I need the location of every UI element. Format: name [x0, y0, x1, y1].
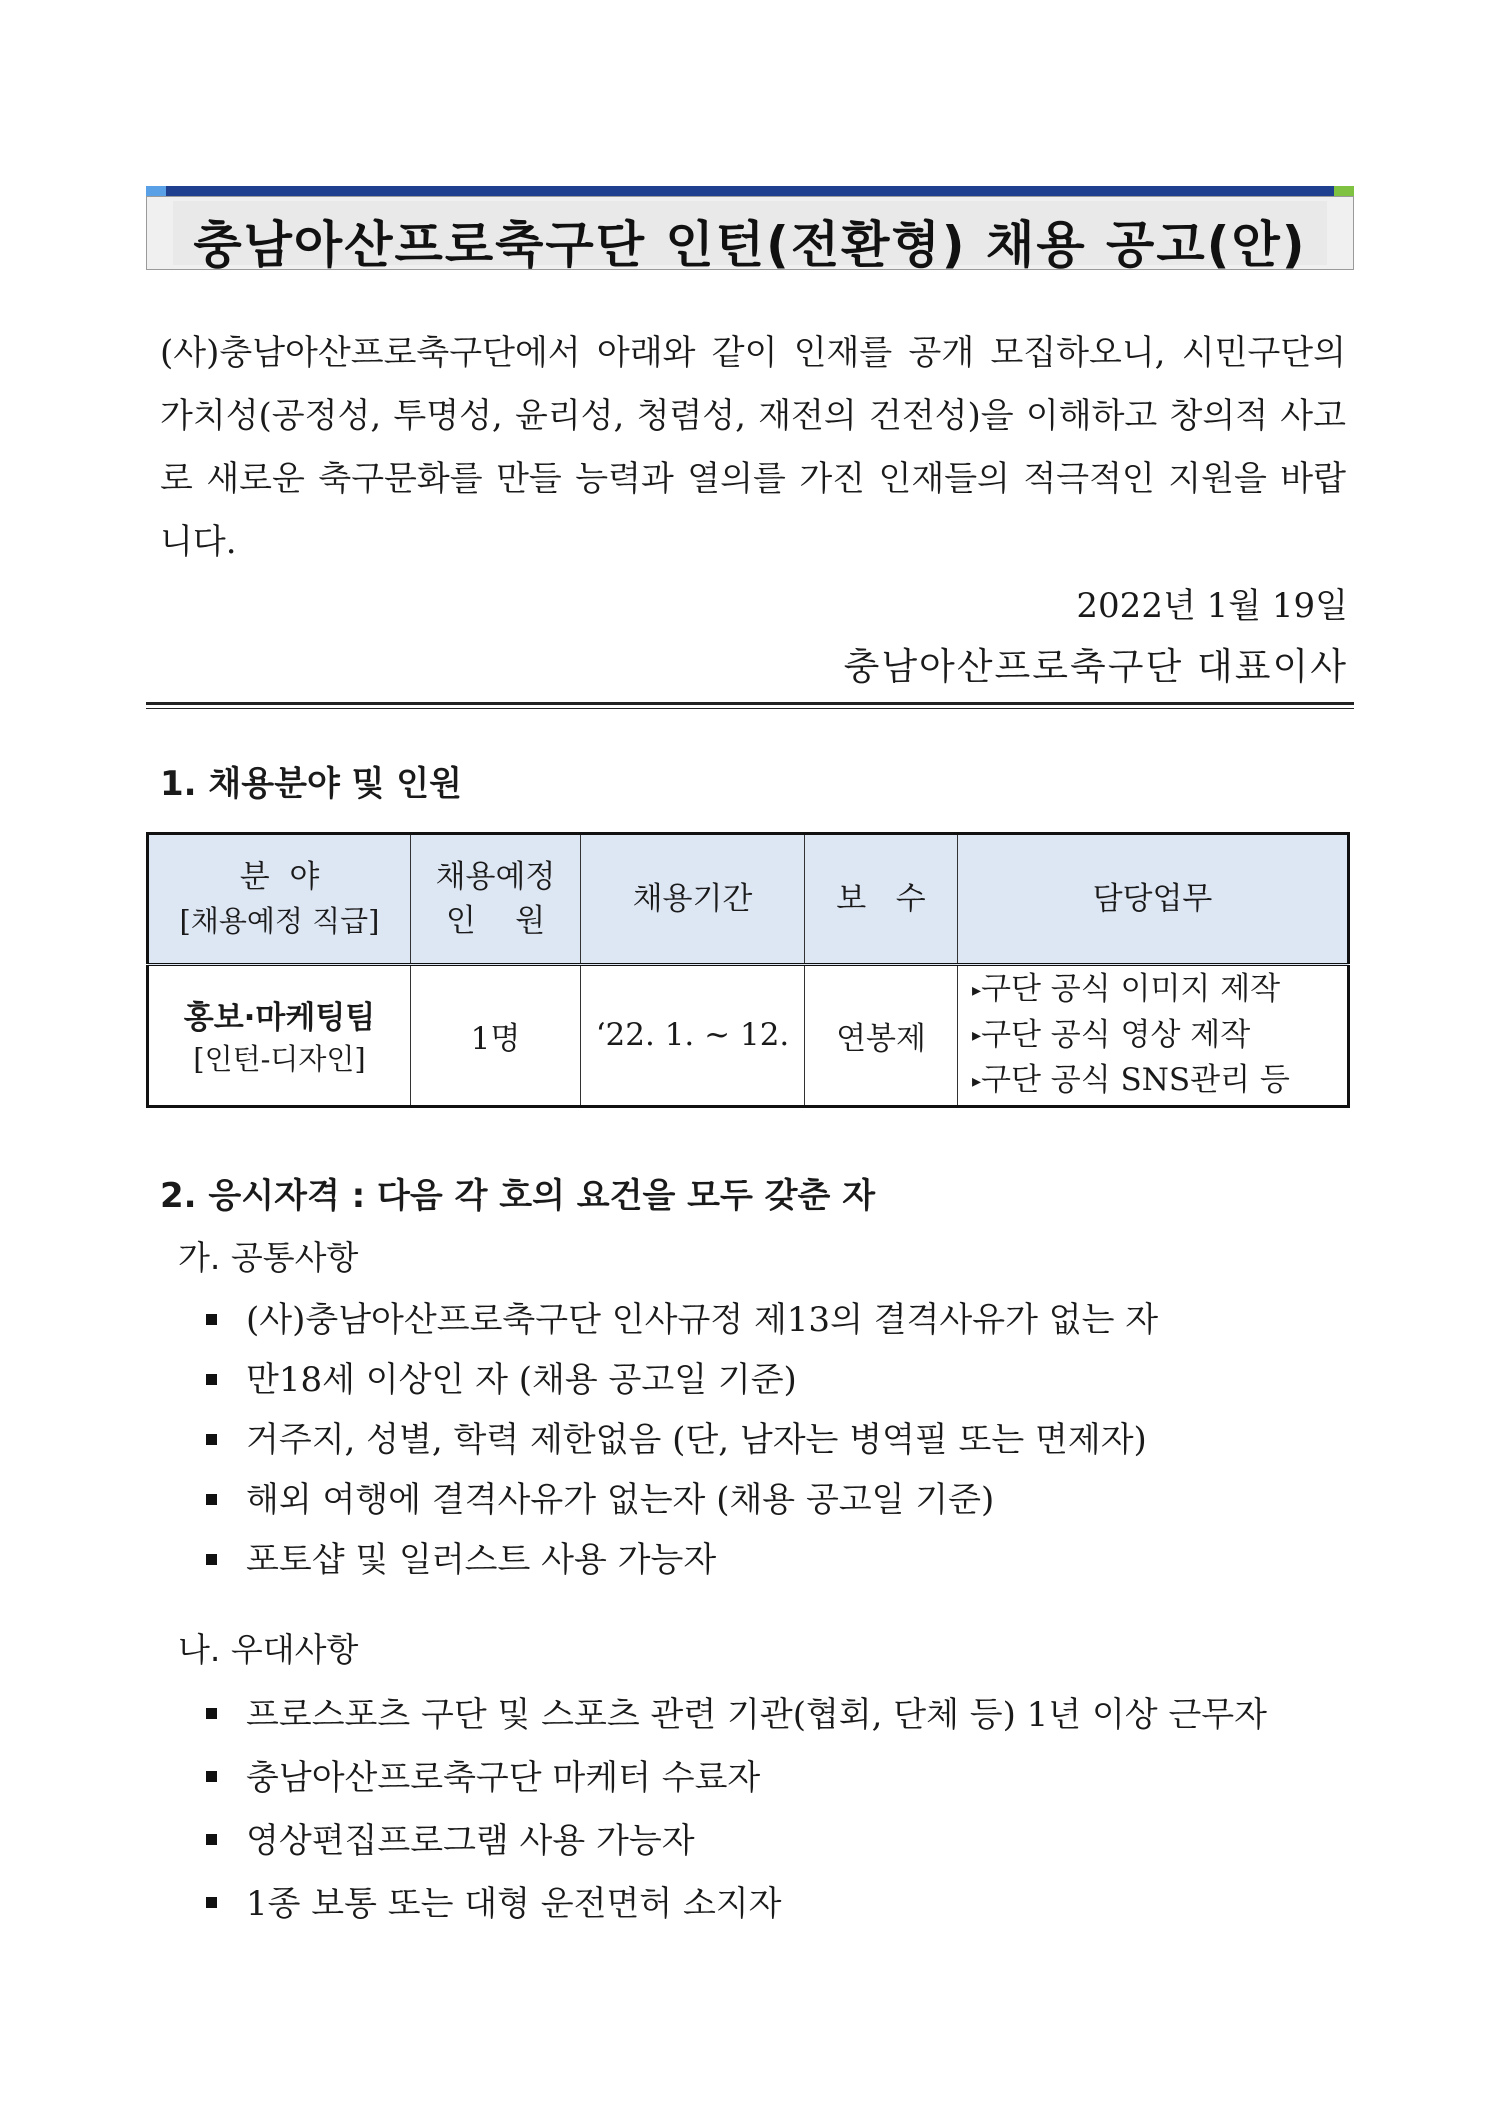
- list-item-text: 1종 보통 또는 대형 운전면허 소지자: [246, 1884, 782, 1924]
- bullet-icon: [206, 1771, 217, 1782]
- cell-pay: 연봉제: [805, 965, 958, 1107]
- header-field: [148, 834, 411, 965]
- accent-right: [1334, 186, 1354, 196]
- duty-item: ▸ 구단 공식 영상 제작: [972, 1013, 1346, 1059]
- common-heading: 가. 공통사항: [178, 1238, 359, 1277]
- page-title: 충남아산프로축구단 인턴(전환형) 채용 공고(안): [193, 216, 1307, 274]
- bullet-icon: [206, 1494, 217, 1505]
- list-item-text: (사)충남아산프로축구단 인사규정 제13의 결격사유가 없는 자: [246, 1300, 1159, 1340]
- list-item: [200, 1747, 1267, 1810]
- list-item: [200, 1290, 1158, 1350]
- bullet-icon: [206, 1897, 217, 1908]
- header-period: 채용기간: [581, 834, 805, 965]
- cell-count: 1명: [411, 965, 581, 1107]
- cell-period: ‘22. 1. ~ 12.: [581, 965, 805, 1107]
- table-header-row: [148, 834, 1349, 965]
- title-accent-bar: [146, 186, 1354, 196]
- divider-thin: [146, 708, 1354, 709]
- preferred-heading: 나. 우대사항: [178, 1630, 359, 1669]
- list-item-text: 충남아산프로축구단 마케터 수료자: [246, 1758, 761, 1798]
- list-item-text: 거주지, 성별, 학력 제한없음 (단, 남자는 병역필 또는 면제자): [246, 1420, 1147, 1460]
- list-item: [200, 1470, 1158, 1530]
- bullet-icon: [206, 1554, 217, 1565]
- accent-left: [146, 186, 166, 196]
- list-item-text: 포토샵 및 일러스트 사용 가능자: [246, 1540, 717, 1580]
- cell-field-team: 홍보·마케팅팀: [183, 1000, 376, 1037]
- bullet-icon: [206, 1708, 217, 1719]
- list-item-text: 해외 여행에 결격사유가 없는자 (채용 공고일 기준): [246, 1480, 995, 1520]
- list-item-text: 영상편집프로그램 사용 가능자: [246, 1821, 695, 1861]
- bullet-icon: [206, 1314, 217, 1325]
- header-field-sub: [채용예정 직급]: [179, 904, 380, 938]
- section1-heading: 1. 채용분야 및 인원: [160, 764, 462, 804]
- list-item: [200, 1810, 1267, 1873]
- header-count-1: 채용예정: [435, 859, 556, 895]
- intro-paragraph: (사)충남아산프로축구단에서 아래와 같이 인재를 공개 모집하오니, 시민구단의 가치성(공정성, 투명성, 윤리성, 청렴성, 재전의 건전성)을 이해하고 창의적 사고로 새로운 축구문화를 만들 능력과 열의를 가진 인재들의 적극적인 지원을 바랍니다.: [160, 333, 1346, 562]
- bullet-icon: [206, 1374, 217, 1385]
- list-item: [200, 1410, 1158, 1470]
- duty-item: ▸ 구단 공식 이미지 제작: [972, 967, 1346, 1013]
- list-item: [200, 1873, 1267, 1936]
- list-item: [200, 1350, 1158, 1410]
- list-item: [200, 1684, 1267, 1747]
- announcement-date: 2022년 1월 19일: [1076, 586, 1348, 626]
- divider-thick: [146, 702, 1354, 705]
- header-count: [411, 834, 581, 965]
- table-row: [148, 965, 1349, 1107]
- section2-heading: 2. 응시자격 : 다음 각 호의 요건을 모두 갖춘 자: [160, 1176, 876, 1216]
- cell-duties: [958, 965, 1349, 1107]
- list-item: [200, 1530, 1158, 1590]
- cell-field: [148, 965, 411, 1107]
- header-duties: 담당업무: [958, 834, 1349, 965]
- bullet-icon: [206, 1434, 217, 1445]
- list-item-text: 프로스포츠 구단 및 스포츠 관련 기관(협회, 단체 등) 1년 이상 근무자: [246, 1695, 1267, 1735]
- title-banner: [146, 186, 1354, 274]
- preferred-list: [200, 1684, 1267, 1936]
- recruitment-table: [146, 832, 1350, 1108]
- bullet-icon: [206, 1834, 217, 1845]
- signature: 충남아산프로축구단 대표이사: [843, 645, 1348, 688]
- common-list: [200, 1290, 1158, 1590]
- header-field-label: 분 야: [239, 859, 320, 895]
- cell-field-sub: [인턴-디자인]: [193, 1042, 366, 1077]
- header-pay: 보 수: [805, 834, 958, 965]
- list-item-text: 만18세 이상인 자 (채용 공고일 기준): [246, 1360, 797, 1400]
- title-box: [146, 196, 1354, 274]
- header-count-2: 인 원: [445, 903, 546, 939]
- duty-item: ▸ 구단 공식 SNS관리 등: [972, 1058, 1346, 1104]
